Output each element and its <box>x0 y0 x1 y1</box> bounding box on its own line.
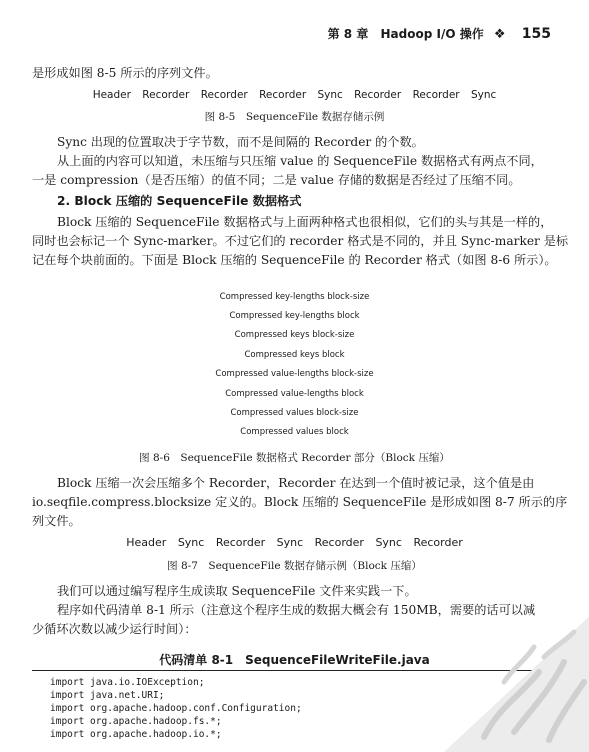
fig5-item: Sync <box>470 89 497 101</box>
paragraph-program-line: 程序如代码清单 8-1 所示（注意这个程序生成的数据大概会有 150MB，需要的话可以减 <box>57 603 536 617</box>
fig5-item: Recorder <box>354 89 402 101</box>
fig6-item: Compressed key-lengths block-size <box>219 292 370 302</box>
fig5-item: Recorder <box>142 89 190 101</box>
ornament-icon: ❖ <box>493 27 506 42</box>
code-line: import org.apache.hadoop.conf.Configuration; <box>50 703 302 714</box>
paragraph-block-line: 记在每个块前面的。下面是 Block 压缩的 SequenceFile 的 Recorder 格式（如图 8-6 所示）。 <box>32 253 557 267</box>
fig6-item: Compressed keys block-size <box>234 330 355 340</box>
paragraph-compress-line: 列文件。 <box>32 514 81 528</box>
fig7-item: Sync <box>276 536 304 549</box>
paragraph-compress-line: io.seqfile.compress.blocksize 定义的。Block 压缩的 SequenceFile 是形成如图 8-7 所示的序 <box>32 495 568 509</box>
chapter-title: Hadoop I/O 操作 <box>380 27 484 41</box>
paragraph-practice: 我们可以通过编写程序生成读取 SequenceFile 文件来实践一下。 <box>57 584 417 598</box>
paragraph-diff-line: 从上面的内容可以知道，未压缩与只压缩 value 的 SequenceFile 数据格式有两点不同， <box>57 154 543 168</box>
fig7-item: Recorder <box>215 536 266 549</box>
figure-8-7-strip <box>0 536 589 549</box>
code-line: import org.apache.hadoop.fs.*; <box>50 716 222 727</box>
paragraph-sync: Sync 出现的位置取决于字节数，而不是间隔的 Recorder 的个数。 <box>57 135 424 149</box>
fig6-item: Compressed values block <box>240 427 349 437</box>
paragraph-block-line: Block 压缩的 SequenceFile 数据格式与上面两种格式也很相似，它们的头与其是一样的， <box>57 215 553 229</box>
listing-title: 代码清单 8-1 SequenceFileWriteFile.java <box>159 653 430 667</box>
paragraph-program-line: 少循环次数以减少运行时间）： <box>32 622 197 636</box>
fig7-item: Header <box>126 536 167 549</box>
code-line: import java.io.IOException; <box>50 677 205 688</box>
fig5-item: Header <box>92 89 131 101</box>
figure-8-7-caption: 图 8-7 SequenceFile 数据存储示例（Block 压缩） <box>167 560 422 572</box>
section-heading: 2. Block 压缩的 SequenceFile 数据格式 <box>57 194 302 208</box>
fig5-item: Sync <box>317 89 343 101</box>
fig7-item: Sync <box>177 536 205 549</box>
fig7-item: Recorder <box>413 536 463 549</box>
figure-8-6-caption: 图 8-6 SequenceFile 数据格式 Recorder 部分（Block 压缩） <box>139 452 450 464</box>
fig6-item: Compressed values block-size <box>230 408 359 418</box>
code-line: import java.net.URI; <box>50 690 165 701</box>
running-header <box>328 25 551 42</box>
fig5-item: Recorder <box>412 89 460 101</box>
fig7-item: Recorder <box>314 536 364 549</box>
watermark-stamp <box>444 612 589 752</box>
chapter-label: 第 8 章 <box>327 27 369 41</box>
code-line: import org.apache.hadoop.io.*; <box>50 729 222 740</box>
fig6-item: Compressed value-lengths block <box>225 389 364 399</box>
fig7-item: Sync <box>375 536 402 549</box>
paragraph-diff-line: 一是 compression（是否压缩）的值不同；二是 value 存储的数据是否经过了压缩不同。 <box>32 173 521 187</box>
paragraph-compress-line: Block 压缩一次会压缩多个 Recorder，Recorder 在达到一个值时被记录，这个值是由 <box>57 476 535 490</box>
paragraph-block-line: 同时也会标记一个 Sync-marker。不过它们的 recorder 格式是不同的，并且 Sync-marker 是标 <box>32 234 569 248</box>
figure-8-5-strip <box>0 89 589 101</box>
paragraph-intro: 是形成如图 8-5 所示的序列文件。 <box>32 66 218 80</box>
figure-8-5-caption: 图 8-5 SequenceFile 数据存储示例 <box>204 111 385 123</box>
page-number: 155 <box>521 26 551 42</box>
fig5-item: Recorder <box>259 89 307 101</box>
fig6-item: Compressed value-lengths block-size <box>215 369 374 379</box>
fig5-item: Recorder <box>200 89 248 101</box>
fig6-item: Compressed keys block <box>244 350 345 360</box>
fig6-item: Compressed key-lengths block <box>229 311 360 321</box>
